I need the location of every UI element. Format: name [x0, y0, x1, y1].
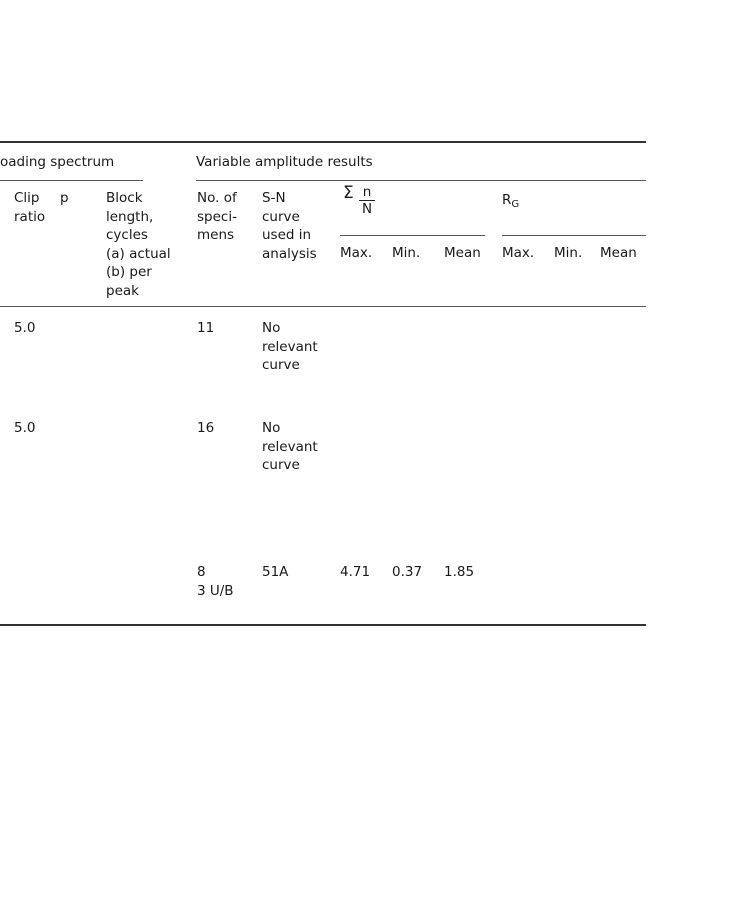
fraction-numerator: n — [362, 184, 372, 200]
header-no-of-specimens: No. of speci- mens — [197, 190, 237, 243]
fraction-denominator: N — [361, 201, 373, 217]
rg-underline — [502, 235, 646, 236]
table-bottom-rule — [0, 624, 646, 626]
cell-sum-max: 4.71 — [340, 564, 371, 580]
header-min-sum: Min. — [392, 245, 421, 261]
cell-sn-curve: No relevant curve — [262, 320, 318, 373]
cell-specimens: 11 — [197, 320, 215, 336]
cell-specimens: 8 3 U/B — [197, 564, 234, 599]
cell-specimens: 16 — [197, 420, 215, 436]
header-p: p — [60, 190, 69, 206]
loading-spectrum-underline — [0, 180, 143, 181]
table-top-rule — [0, 141, 646, 143]
n-over-N-fraction — [359, 185, 375, 216]
header-bottom-rule — [0, 306, 646, 307]
sum-n-over-N-underline — [340, 235, 485, 236]
header-loading-spectrum: oading spectrum — [0, 154, 115, 170]
cell-sn-curve: No relevant curve — [262, 420, 318, 473]
cell-clip-ratio: 5.0 — [14, 320, 36, 336]
variable-amplitude-underline — [196, 180, 646, 181]
header-max-sum: Max. — [340, 245, 373, 261]
cell-sn-curve: 51A — [262, 564, 289, 580]
rg-main: R — [502, 192, 512, 208]
header-mean-rg: Mean — [600, 245, 637, 261]
header-variable-amplitude: Variable amplitude results — [196, 154, 373, 170]
header-sn-curve: S-N curve used in analysis — [262, 190, 317, 262]
header-max-rg: Max. — [502, 245, 535, 261]
header-mean-sum: Mean — [444, 245, 481, 261]
cell-sum-mean: 1.85 — [444, 564, 475, 580]
header-min-rg: Min. — [554, 245, 583, 261]
cell-clip-ratio: 5.0 — [14, 420, 36, 436]
header-clip-ratio: Clip ratio — [14, 190, 46, 225]
header-rg — [502, 191, 519, 212]
rg-subscript: G — [511, 199, 520, 210]
cell-sum-min: 0.37 — [392, 564, 423, 580]
header-block-length: Block length, cycles (a) actual (b) per peak — [106, 190, 171, 299]
sigma-symbol: Σ — [343, 183, 354, 203]
